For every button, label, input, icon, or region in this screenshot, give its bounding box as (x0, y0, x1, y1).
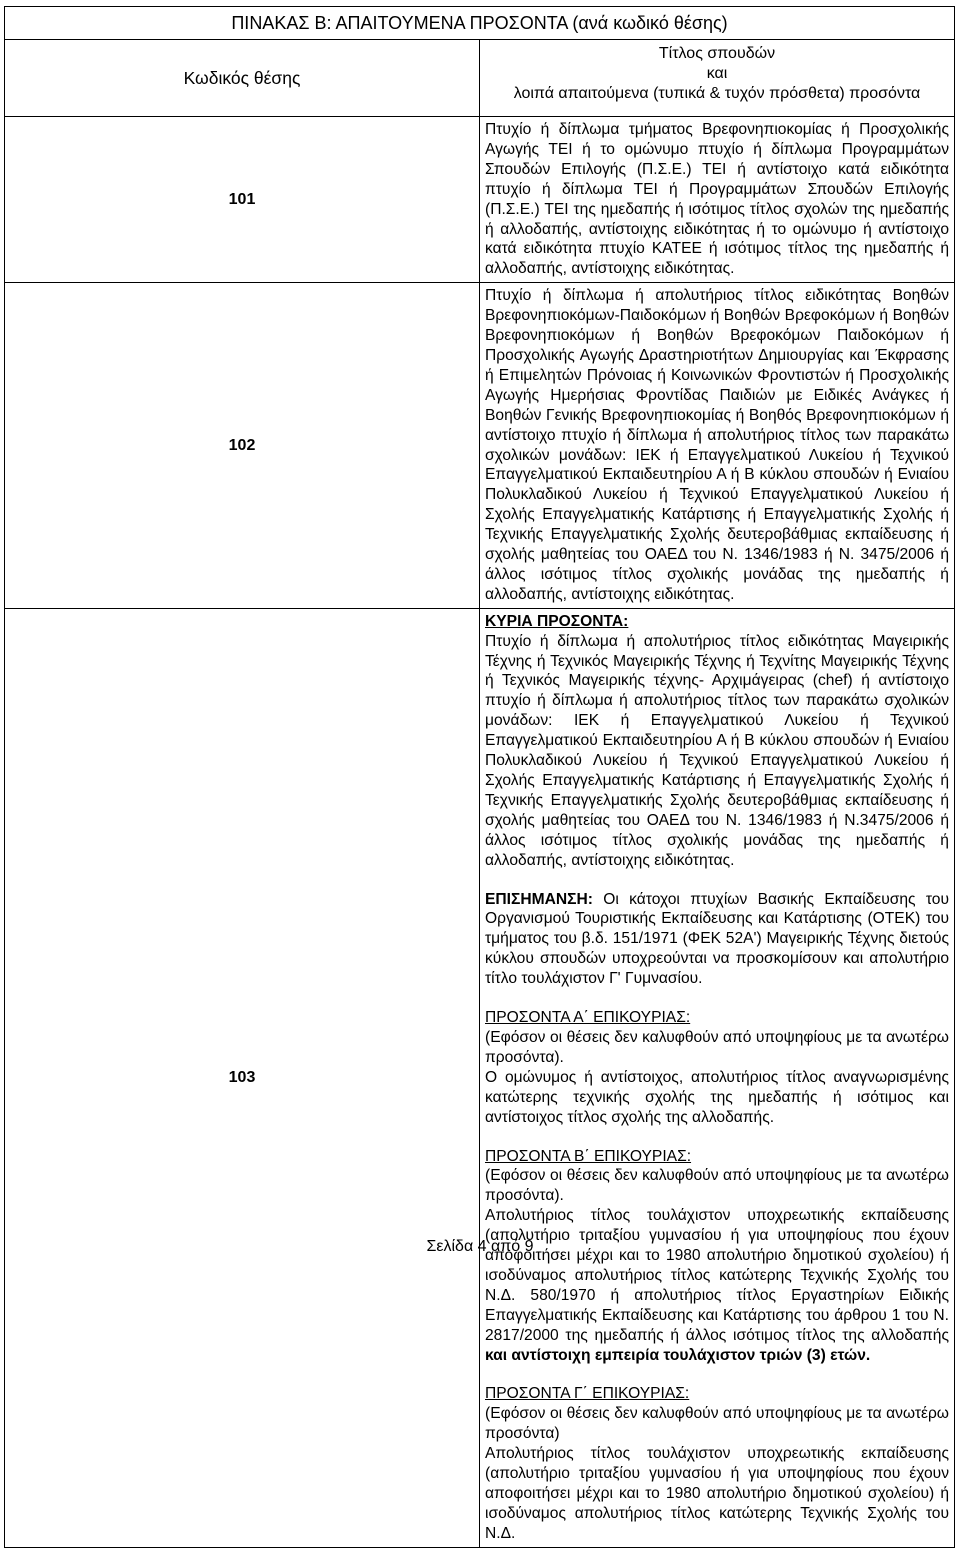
auxiliary-b-heading: ΠΡΟΣΟΝΤΑ Β΄ ΕΠΙΚΟΥΡΙΑΣ: (485, 1147, 692, 1165)
header-qualifications (480, 40, 955, 117)
header-title-line-1: Τίτλος σπουδών (658, 45, 776, 62)
header-position-code: Κωδικός θέσης (5, 40, 480, 117)
auxiliary-c-condition: (Εφόσον οι θέσεις δεν καλυφθούν από υποψηφίους με τα ανωτέρω προσόντα) (485, 1405, 949, 1443)
note-text: Οι κάτοχοι πτυχίων Βασικής Εκπαίδευσης του Οργανισμού Τουριστικής Εκπαίδευσης και Κατάρτισης (ΟΤΕΚ) του τμήματος του β.δ. 151/1971 (ΦΕΚ 52Α') Μαγειρικής Τέχνης διετούς κύκλου σπουδών υποχρεούνται να προσκομίσουν και απολυτήριο τίτλο τουλάχιστον Γ' Γυμνασίου. (485, 890, 949, 988)
note-heading: ΕΠΙΣΗΜΑΝΣΗ: (485, 890, 593, 908)
table-caption: ΠΙΝΑΚΑΣ Β: ΑΠΑΙΤΟΥΜΕΝΑ ΠΡΟΣΟΝΤΑ (ανά κωδικό θέσης) (5, 7, 955, 40)
header-title-line-2: και (706, 65, 728, 82)
table-row (5, 283, 955, 609)
qualification-text: Πτυχίο ή δίπλωμα τμήματος Βρεφονηπιοκομίας ή Προσχολικής Αγωγής ΤΕΙ ή το ομώνυμο πτυχίο ή δίπλωμα Προγραμμάτων Σπουδών Επιλογής (Π.Σ.Ε.) ΤΕΙ ή αντίστοιχο κατά ειδικότητα πτυχίο ή δίπλωμα ΤΕΙ ή Προγραμμάτων Σπουδών Επιλογής (Π.Σ.Ε.) ΤΕΙ της ημεδαπής ή ισότιμος τίτλος σχολών της ημεδαπής ή αλλοδαπής, αντίστοιχης ειδικότητας ή το ομώνυμο ή αντίστοιχο κατά ειδικότητα πτυχίο ΚΑΤΕΕ ή ισότιμος τίτλος της ημεδαπής ή αλλοδαπής, αντίστοιχης ειδικότητας. (485, 121, 949, 278)
requirements-table (4, 6, 955, 1548)
auxiliary-b-end: . (865, 1346, 871, 1364)
main-qualifications-text: Πτυχίο ή δίπλωμα ή απολυτήριος τίτλος ειδικότητας Μαγειρικής Τέχνης ή Τεχνικός Μαγειρικής Τέχνης ή Τεχνίτης Μαγειρικής Τέχνης ή Τεχνικός Μαγειρικής τέχνης- Αρχιμάγειρας (chef) ή αντίστοιχο πτυχίο ή δίπλωμα ή απολυτήριος τίτλος των παρακάτω σχολικών μονάδων: ΙΕΚ ή Επαγγελματικού Λυκείου ή Τεχνικού Επαγγελματικού Εκπαιδευτηρίου Α ή Β κύκλου σπουδών ή Ενιαίου Πολυκλαδικού Λυκείου ή Τεχνικού Επαγγελματικού Λυκείου ή Σχολής Επαγγελματικής Κατάρτισης ή Επαγγελματικής Σχολής ή Τεχνικής Επαγγελματικής Σχολής δευτεροβάθμιας εκπαίδευσης ή σχολής μαθητείας του ΟΑΕΔ του Ν. 1346/1983 ή Ν.3475/2006 ή άλλος ισότιμος τίτλος σχολικής μονάδας της ημεδαπής ή αλλοδαπής, αντίστοιχης ειδικότητας. (485, 632, 949, 869)
auxiliary-b-paragraph (485, 1206, 949, 1365)
auxiliary-b-condition: (Εφόσον οι θέσεις δεν καλυφθούν από υποψηφίους με τα ανωτέρω προσόντα). (485, 1167, 949, 1205)
auxiliary-a-text: Ο ομώνυμος ή αντίστοιχος, απολυτήριος τίτλος αναγνωρισμένης κατώτερης τεχνικής σχολής της ημεδαπής ή ισότιμος και αντίστοιχος τίτλος σχολής της αλλοδαπής. (485, 1068, 949, 1126)
auxiliary-a-condition: (Εφόσον οι θέσεις δεν καλυφθούν από υποψηφίους με τα ανωτέρω προσόντα). (485, 1028, 949, 1066)
table-row (5, 608, 955, 1547)
qualifications-102 (480, 283, 955, 609)
auxiliary-c-heading: ΠΡΟΣΟΝΤΑ Γ΄ ΕΠΙΚΟΥΡΙΑΣ: (485, 1385, 690, 1403)
header-title-line-3: λοιπά απαιτούμενα (τυπικά & τυχόν πρόσθετα) προσόντα (513, 85, 921, 102)
qualifications-103 (480, 608, 955, 1547)
table-header-row (5, 40, 955, 117)
note-paragraph (485, 890, 949, 990)
auxiliary-b-text: Απολυτήριος τίτλος τουλάχιστον υποχρεωτικής εκπαίδευσης (απολυτήριο τριταξίου γυμνασίου ή για υποψηφίους που έχουν αποφοιτήσει μέχρι και το 1980 απολυτήριο δημοτικού σχολείου) ή ισοδύναμος απολυτήριος τίτλος κατώτερης Τεχνικής Σχολής του Ν.Δ. 580/1970 ή απολυτήριος τίτλος Εργαστηρίων Ειδικής Επαγγελματικής Εκπαίδευσης και Κατάρτισης του άρθρου 1 του Ν. 2817/2000 της ημεδαπής ή άλλος ισότιμος τίτλος της αλλοδαπής (485, 1207, 949, 1344)
page-number: Σελίδα 4 από 9 (426, 1238, 534, 1255)
table-caption-row (5, 7, 955, 40)
table-row (5, 117, 955, 283)
main-qualifications-heading: ΚΥΡΙΑ ΠΡΟΣΟΝΤΑ: (485, 612, 629, 630)
auxiliary-b-experience: και αντίστοιχη εμπειρία τουλάχιστον τριών (3) ετών (485, 1346, 866, 1364)
auxiliary-a-heading: ΠΡΟΣΟΝΤΑ Α΄ ΕΠΙΚΟΥΡΙΑΣ: (485, 1009, 691, 1027)
position-code-103: 103 (5, 608, 480, 1547)
position-code-102: 102 (5, 283, 480, 609)
auxiliary-c-text: Απολυτήριος τίτλος τουλάχιστον υποχρεωτικής εκπαίδευσης (απολυτήριο τριταξίου γυμνασίου ή για υποψηφίους που έχουν αποφοιτήσει μέχρι και το 1980 απολυτήριο δημοτικού σχολείου) ή ισοδύναμος απολυτήριος τίτλος κατώτερης Τεχνικής Σχολής του Ν.Δ. (485, 1445, 949, 1542)
position-code-101: 101 (5, 117, 480, 283)
qualifications-101 (480, 117, 955, 283)
qualification-text: Πτυχίο ή δίπλωμα ή απολυτήριος τίτλος ειδικότητας Βοηθών Βρεφονηπιοκόμων-Παιδοκόμων ή Βοηθών Βρεφοκόμων ή Βοηθών Βρεφονηπιοκόμων ή Βοηθών Βρεφοκόμων Παιδοκόμων ή Προσχολικής Αγωγής Δραστηριοτήτων Δημιουργίας και Έκφρασης ή Επιμελητών Πρόνοιας ή Κοινωνικών Φροντιστών ή Προσχολικής Αγωγής Ημερήσιας Φροντίδας Παιδιών με Ειδικές Ανάγκες ή Βοηθών Γενικής Βρεφονηπιοκομίας ή Βοηθός Βρεφονηπιοκόμων ή αντίστοιχο πτυχίο ή δίπλωμα ή απολυτήριος τίτλος των παρακάτω σχολικών μονάδων: ΙΕΚ ή Επαγγελματικού Λυκείου ή Τεχνικού Επαγγελματικού Εκπαιδευτηρίου Α ή Β κύκλου σπουδών ή Ενιαίου Πολυκλαδικού Λυκείου ή Τεχνικού Επαγγελματικού Λυκείου ή Σχολής Επαγγελματικής Κατάρτισης ή Επαγγελματικής Σχολής ή Τεχνικής Επαγγελματικής Σχολής δευτεροβάθμιας εκπαίδευσης ή σχολής μαθητείας του ΟΑΕΔ του Ν. 1346/1983 ή Ν. 3475/2006 ή άλλος ισότιμος τίτλος σχολικής μονάδας της ημεδαπής ή αλλοδαπής, αντίστοιχης ειδικότητας. (485, 287, 949, 603)
